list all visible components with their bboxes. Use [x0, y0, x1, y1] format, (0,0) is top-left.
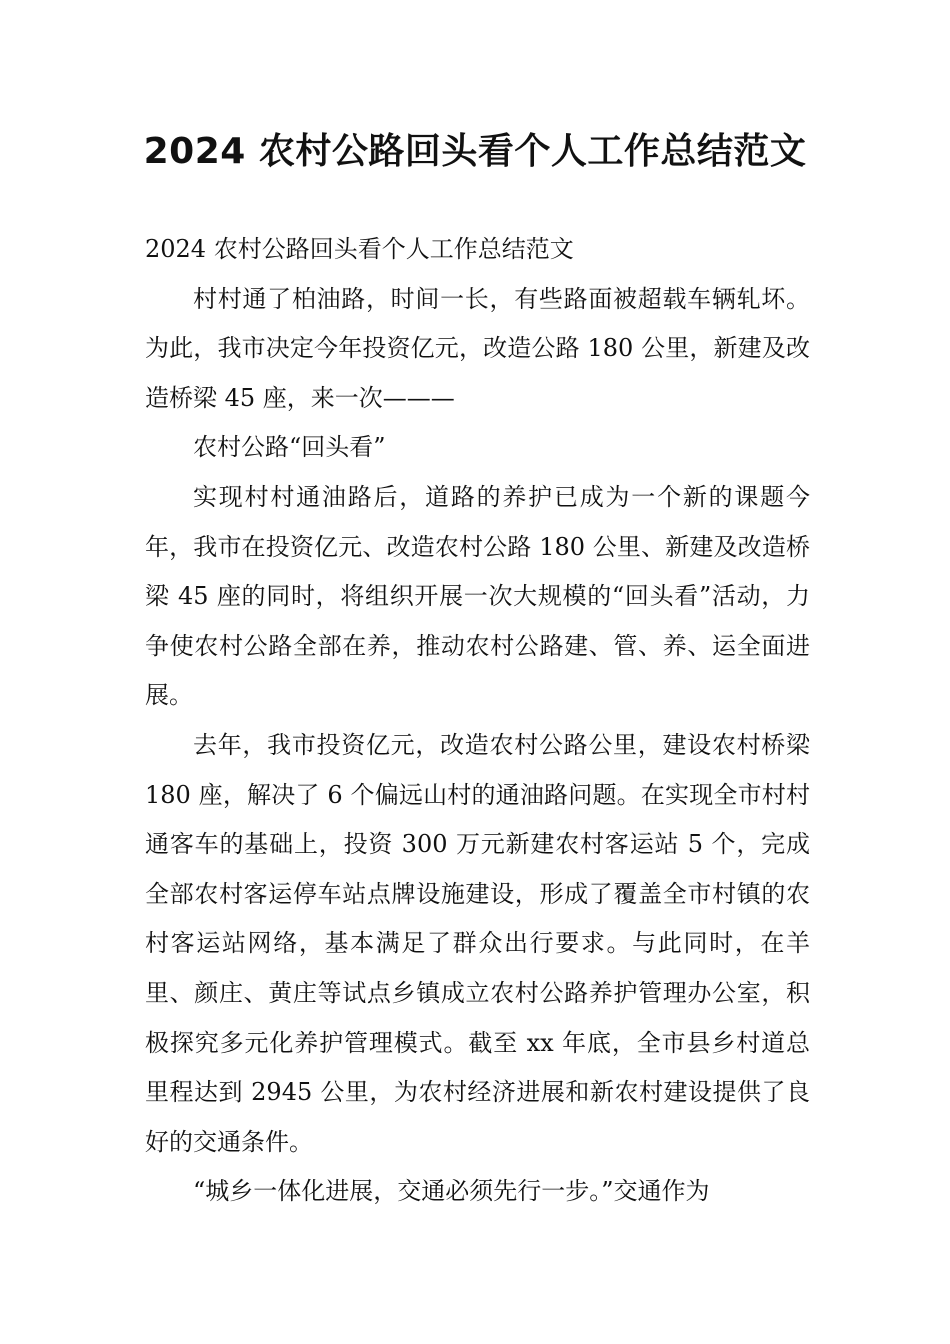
paragraph: 实现村村通油路后，道路的养护已成为一个新的课题今年，我市在投资亿元、改造农村公路 180 公里、新建及改造桥梁 45 座的同时，将组织开展一次大规模的“回头看”活动，力争使农村公路全部在养，推动农村公路建、管、养、运全面进展。 — [145, 482, 810, 710]
document-body — [145, 225, 810, 1217]
paragraph: 去年，我市投资亿元，改造农村公路公里，建设农村桥梁 180 座，解决了 6 个偏远山村的通油路问题。在实现全市村村通客车的基础上，投资 300 万元新建农村客运站 5 个，完成全部农村客运停车站点牌设施建设，形成了覆盖全市村镇的农村客运站网络，基本满足了群众出行要求。与此同时，在羊里、颜庄、黄庄等试点乡镇成立农村公路养护管理办公室，积极探究多元化养护管理模式。截至 xx 年底，全市县乡村道总里程达到 2945 公里，为农村经济进展和新农村建设提供了良好的交通条件。 — [145, 730, 810, 1156]
paragraph: 农村公路“回头看” — [193, 433, 386, 462]
paragraph: “城乡一体化进展，交通必须先行一步。”交通作为 — [193, 1177, 710, 1206]
paragraph: 村村通了柏油路，时间一长，有些路面被超载车辆轧坏。为此，我市决定今年投资亿元，改造公路 180 公里，新建及改造桥梁 45 座，来一次——— — [145, 284, 810, 412]
paragraph-subtitle: 2024 农村公路回头看个人工作总结范文 — [145, 235, 574, 263]
document-title: 2024 农村公路回头看个人工作总结范文 — [143, 131, 807, 172]
